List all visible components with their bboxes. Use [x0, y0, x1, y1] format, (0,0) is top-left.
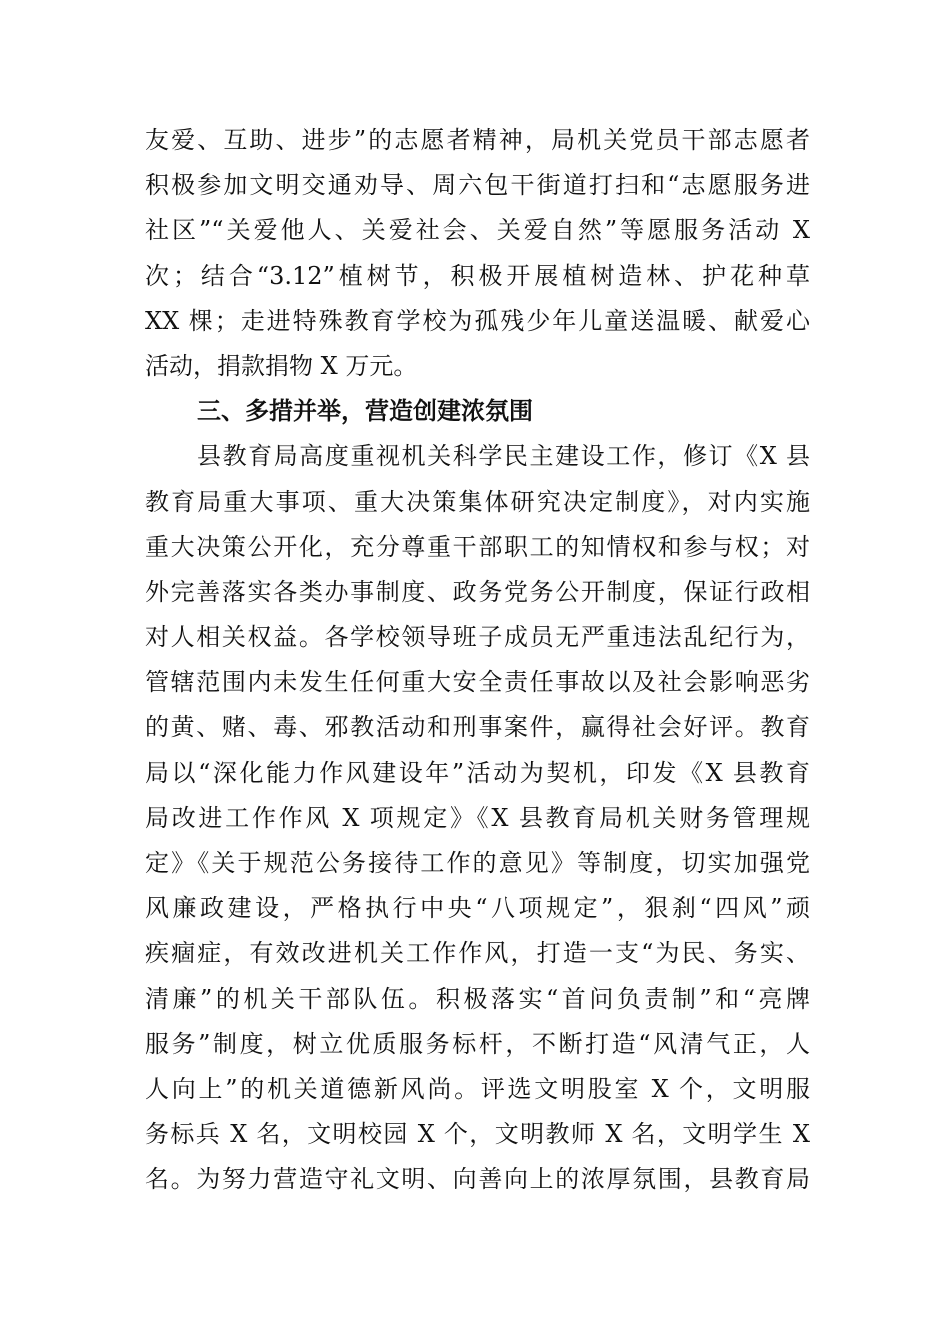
- text-line: 外完善落实各类办事制度、政务党务公开制度，保证行政相: [145, 577, 810, 606]
- text-line: 的黄、赌、毒、邪教活动和刑事案件，赢得社会好评。教育: [145, 713, 810, 742]
- text-line: 服务”制度，树立优质服务标杆，不断打造“风清气正，人: [145, 1029, 810, 1058]
- text-line: XX 棵；走进特殊教育学校为孤残少年儿童送温暖、献爱心: [145, 306, 810, 335]
- text-line: 清廉”的机关干部队伍。积极落实“首问负责制”和“亮牌: [145, 984, 810, 1013]
- text-line: 活动，捐款捐物 X 万元。: [145, 351, 418, 380]
- document-body: [145, 118, 810, 1203]
- text-line: 重大决策公开化，充分尊重干部职工的知情权和参与权；对: [145, 532, 810, 561]
- text-line: 县教育局高度重视机关科学民主建设工作，修订《X 县: [197, 442, 810, 471]
- paragraph-volunteer-activities: [145, 118, 810, 389]
- text-line: 积极参加文明交通劝导、周六包干街道打扫和“志愿服务进: [145, 171, 810, 200]
- text-line: 教育局重大事项、重大决策集体研究决定制度》，对内实施: [145, 487, 810, 516]
- text-line: 人向上”的机关道德新风尚。评选文明股室 X 个，文明服: [145, 1074, 810, 1103]
- text-line: 名。为努力营造守礼文明、向善向上的浓厚氛围，县教育局: [145, 1165, 810, 1194]
- text-line: 疾痼症，有效改进机关工作作风，打造一支“为民、务实、: [145, 939, 810, 968]
- text-line: 次；结合“3.12”植树节，积极开展植树造林、护花种草: [145, 261, 810, 290]
- section-heading: 三、多措并举，营造创建浓氛围: [197, 397, 533, 426]
- text-line: 局改进工作作风 X 项规定》《X 县教育局机关财务管理规: [145, 803, 810, 832]
- text-line: 务标兵 X 名，文明校园 X 个，文明教师 X 名，文明学生 X: [145, 1120, 810, 1149]
- text-line: 对人相关权益。各学校领导班子成员无严重违法乱纪行为，: [145, 623, 810, 652]
- text-line: 友爱、互助、进步”的志愿者精神，局机关党员干部志愿者: [145, 126, 810, 154]
- text-line: 风廉政建设，严格执行中央“八项规定”，狠刹“四风”顽: [145, 894, 810, 923]
- text-line: 局以“深化能力作风建设年”活动为契机，印发《X 县教育: [145, 758, 810, 787]
- paragraph-democratic-construction: [145, 434, 810, 1202]
- text-line: 社区”“关爱他人、关爱社会、关爱自然”等愿服务活动 X: [145, 216, 810, 245]
- text-line: 定》《关于规范公务接待工作的意见》等制度，切实加强党: [145, 849, 810, 877]
- text-line: 管辖范围内未发生任何重大安全责任事故以及社会影响恶劣: [145, 668, 810, 697]
